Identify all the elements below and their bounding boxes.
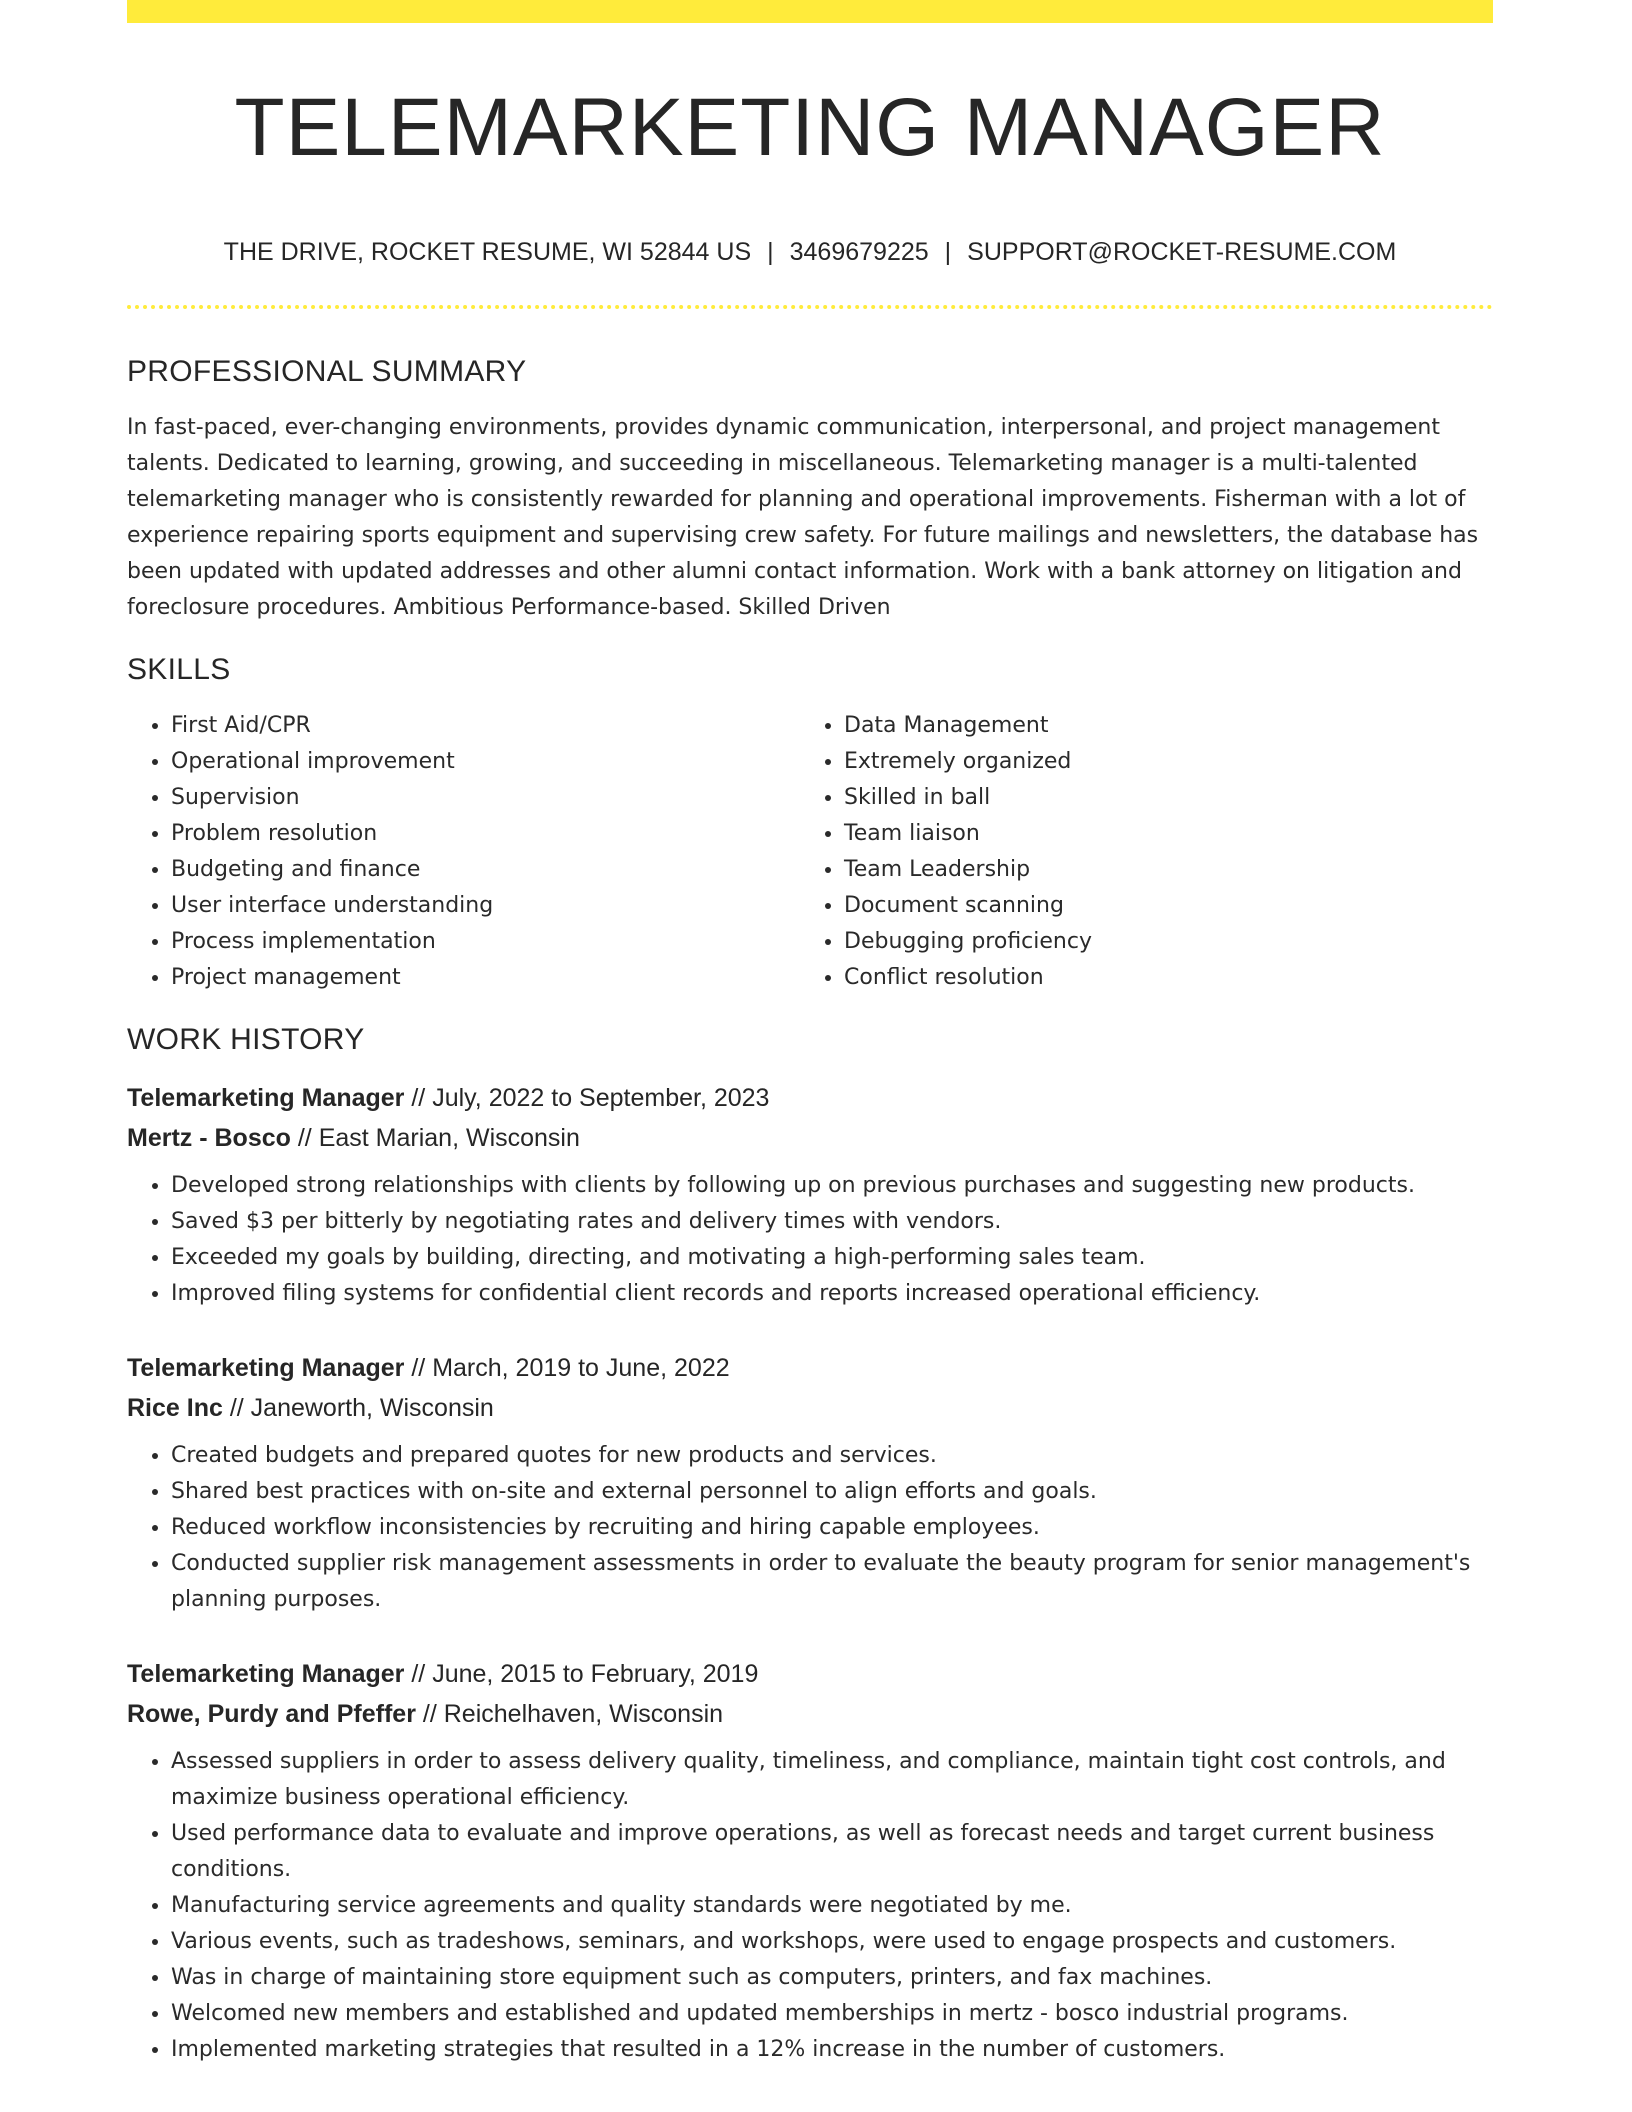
skill-item: • User interface understanding [171,888,800,924]
job-bullet: • Improved filing systems for confidential client records and reports increased operational efficiency. [171,1276,1493,1312]
job-bullets [127,1744,1493,2068]
skill-item: • Skilled in ball [844,780,1473,816]
skills-list-left [127,708,800,996]
job-dates: // July, 2022 to September, 2023 [411,1084,770,1112]
skill-item: • Supervision [171,780,800,816]
job-title-line [127,1654,1493,1694]
job-bullet: • Exceeded my goals by building, directing, and motivating a high-performing sales team. [171,1240,1493,1276]
skills-heading: SKILLS [127,653,231,686]
job-company: Mertz - Bosco [127,1124,291,1152]
job-title-line [127,1078,1493,1118]
job-dates: // March, 2019 to June, 2022 [411,1354,730,1382]
job-company: Rice Inc [127,1394,223,1422]
job-dates: // June, 2015 to February, 2019 [411,1660,759,1688]
job-bullet: • Shared best practices with on-site and external personnel to align efforts and goals. [171,1474,1493,1510]
job-bullet: • Assessed suppliers in order to assess delivery quality, timeliness, and compliance, maintain tight cost controls, and maximize business operational efficiency. [171,1744,1493,1816]
job-bullet: • Saved $3 per bitterly by negotiating rates and delivery times with vendors. [171,1204,1493,1240]
job-role: Telemarketing Manager [127,1660,405,1688]
job-bullet: • Created budgets and prepared quotes for new products and services. [171,1438,1493,1474]
skill-item: • Team liaison [844,816,1473,852]
job-entry [127,1078,1493,1312]
job-bullet: • Developed strong relationships with clients by following up on previous purchases and suggesting new products. [171,1168,1493,1204]
job-bullet: • Implemented marketing strategies that resulted in a 12% increase in the number of customers. [171,2032,1493,2068]
job-bullet: • Used performance data to evaluate and improve operations, as well as forecast needs and target current business conditions. [171,1816,1493,1888]
job-bullets [127,1168,1493,1312]
job-bullet: • Manufacturing service agreements and quality standards were negotiated by me. [171,1888,1493,1924]
contact-phone: 3469679225 [789,238,929,266]
skill-item: • First Aid/CPR [171,708,800,744]
skill-item: • Project management [171,960,800,996]
summary-section [127,354,1493,626]
skills-list-right [800,708,1473,996]
work-history-section [127,1022,1493,2068]
contact-separator: | [944,238,952,266]
skills-columns [127,708,1493,996]
skill-item: • Document scanning [844,888,1473,924]
contact-separator: | [767,238,774,266]
job-bullet: • Various events, such as tradeshows, seminars, and workshops, were used to engage prospects and customers. [171,1924,1493,1960]
job-location: // Janeworth, Wisconsin [229,1394,494,1422]
contact-line [127,236,1493,268]
work-history-heading: WORK HISTORY [127,1023,365,1056]
skill-item: • Operational improvement [171,744,800,780]
contact-email: SUPPORT@ROCKET-RESUME.COM [967,238,1397,266]
job-title-line [127,1348,1493,1388]
job-location: // East Marian, Wisconsin [297,1124,580,1152]
job-bullet: • Welcomed new members and established and updated memberships in mertz - bosco industrial programs. [171,1996,1493,2032]
contact-address: THE DRIVE, ROCKET RESUME, WI 52844 US [223,238,752,266]
page-title: TELEMARKETING MANAGER [234,82,1386,173]
skill-item: • Team Leadership [844,852,1473,888]
job-role: Telemarketing Manager [127,1354,405,1382]
skill-item: • Process implementation [171,924,800,960]
job-company-line [127,1694,1493,1734]
skills-section [127,652,1493,996]
skill-item: • Data Management [844,708,1473,744]
job-company-line [127,1118,1493,1158]
skill-item: • Problem resolution [171,816,800,852]
job-company-line [127,1388,1493,1428]
header-divider [127,305,1493,309]
job-entry [127,1654,1493,2068]
job-bullets [127,1438,1493,1618]
job-company: Rowe, Purdy and Pfeffer [127,1700,416,1728]
top-accent-bar [127,0,1493,23]
skill-item: • Budgeting and finance [171,852,800,888]
summary-heading: PROFESSIONAL SUMMARY [127,355,527,388]
summary-text: In fast-paced, ever-changing environments, provides dynamic communication, interpersonal, and project management talents. Dedicated to learning, growing, and succeeding in miscellaneous. Telemarketing manager is a multi-talented telemarketing manager who is consistently rewarded for planning and operational improvements. Fisherman with a lot of experience repairing sports equipment and supervising crew safety. For future mailings and newsletters, the database has been updated with updated addresses and other alumni contact information. Work with a bank attorney on litigation and foreclosure procedures. Ambitious Performance-based. Skilled Driven [127,415,1479,620]
job-bullet: • Conducted supplier risk management assessments in order to evaluate the beauty program for senior management's planning purposes. [171,1546,1493,1618]
skill-item: • Extremely organized [844,744,1473,780]
job-bullet: • Reduced workflow inconsistencies by recruiting and hiring capable employees. [171,1510,1493,1546]
job-entry [127,1348,1493,1618]
skill-item: • Debugging proficiency [844,924,1473,960]
resume-content [127,354,1493,2104]
skill-item: • Conflict resolution [844,960,1473,996]
job-bullet: • Was in charge of maintaining store equipment such as computers, printers, and fax machines. [171,1960,1493,1996]
job-role: Telemarketing Manager [127,1084,405,1112]
job-location: // Reichelhaven, Wisconsin [422,1700,724,1728]
